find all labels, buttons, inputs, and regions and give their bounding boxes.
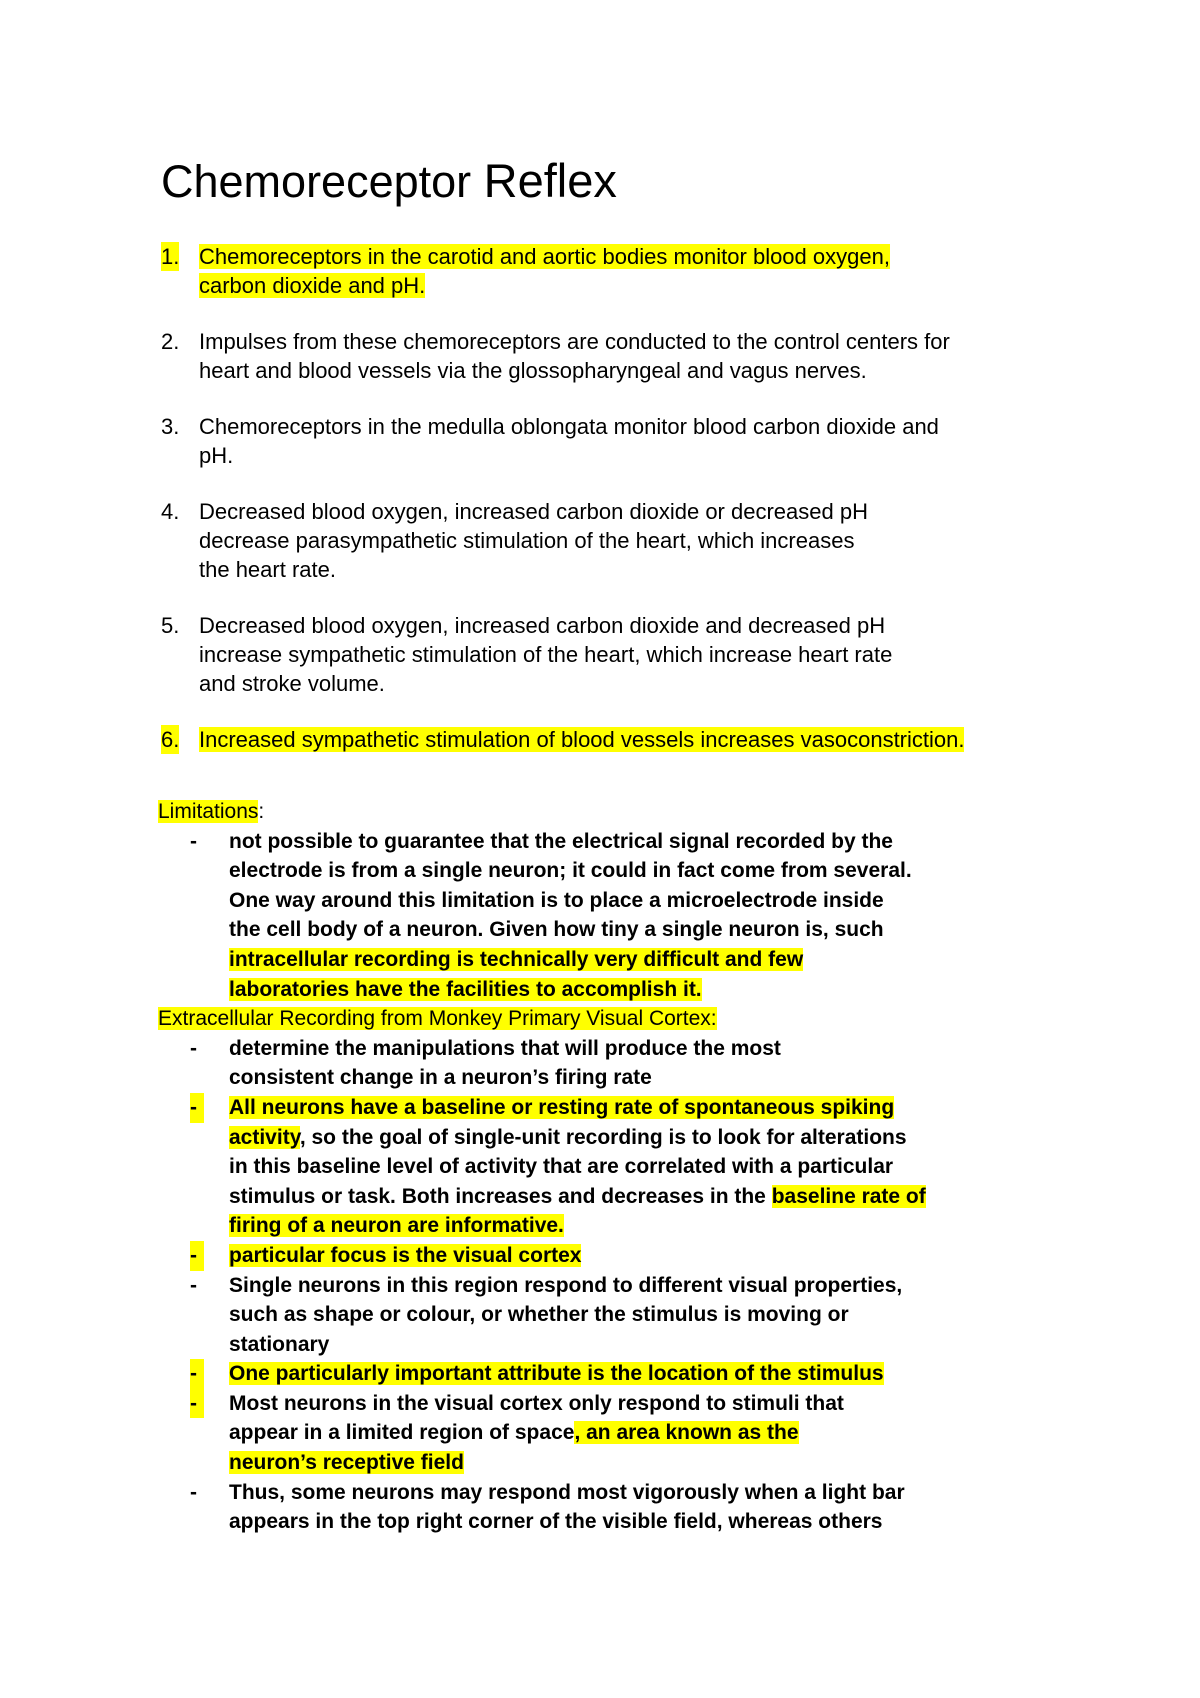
bullet-line — [229, 827, 1078, 857]
list-item-text: and stroke volume. — [199, 671, 385, 696]
page-title — [161, 152, 617, 211]
bullet-text: resting rate — [538, 1095, 653, 1119]
bullet-text: the cell body of a neuron. Given how tiny a single neuron is, such — [229, 918, 884, 942]
bullet-line — [229, 945, 1078, 975]
list-item-text: Decreased blood oxygen, increased carbon dioxide and decreased pH — [199, 613, 886, 638]
bullet-line — [229, 1359, 1078, 1389]
bullet-text: consistent change in a neuron’s firing rate — [229, 1066, 652, 1090]
list-item-line — [199, 611, 1121, 640]
list-item-text: Impulses from these chemoreceptors are conducted to the control centers for — [199, 329, 950, 354]
bullet-item — [158, 1389, 1078, 1478]
bullet-text: appear in a limited region of space — [229, 1421, 575, 1445]
bullet-line — [229, 1507, 1078, 1537]
numbered-list — [161, 242, 1121, 781]
list-item-line — [199, 327, 1121, 356]
extracellular-heading — [158, 1004, 1078, 1034]
title-word-2: Reflex — [483, 154, 617, 207]
bullet-text: determine the manipulations that will produce the most — [229, 1036, 781, 1060]
list-item-text: the heart rate. — [199, 557, 336, 582]
list-item-line — [199, 669, 1121, 698]
bullet-text: One way around this limitation is to place a microelectrode inside — [229, 888, 884, 912]
list-item-text: carbon dioxide and pH. — [199, 273, 426, 298]
list-item — [161, 412, 1121, 470]
title-word-1: Chemoreceptor — [161, 156, 472, 207]
bullet-dash: - — [190, 1093, 204, 1123]
bullet-item — [158, 1093, 1078, 1241]
list-item-number: 3. — [161, 414, 180, 439]
bullet-line — [229, 1418, 1078, 1448]
list-item-text: Decreased blood oxygen, increased carbon dioxide or decreased pH — [199, 499, 868, 524]
limitations-heading-suffix: : — [258, 800, 265, 823]
bullet-dash: - — [190, 1036, 197, 1060]
list-item-text: Chemoreceptors in the medulla oblongata monitor blood carbon dioxide and — [199, 414, 939, 439]
list-item — [161, 611, 1121, 698]
bullet-item — [158, 1241, 1078, 1271]
bullet-line — [229, 975, 1078, 1005]
bullet-text: electrode is from a single neuron; it could in fact come from several. — [229, 859, 912, 883]
bullet-text: in this baseline level of activity that are correlated with a particular — [229, 1155, 894, 1179]
bullet-line — [229, 1063, 1078, 1093]
bullet-dash: - — [190, 1359, 204, 1389]
bullet-text: Thus, some neurons may respond most vigorously when a light bar — [229, 1480, 905, 1504]
bullet-line — [229, 1448, 1078, 1478]
bullet-dash: - — [190, 1241, 204, 1271]
limitations-heading-text: Limitations — [158, 800, 259, 823]
list-item-line — [199, 555, 1121, 584]
bullet-text: All neurons have a baseline or — [229, 1095, 539, 1119]
bullet-text: particular focus is the — [229, 1243, 454, 1267]
list-item-number: 2. — [161, 329, 180, 354]
bullet-text: appears in the top right corner of the visible field, whereas others — [229, 1510, 883, 1534]
bullet-text: One particularly important attribute is the — [229, 1362, 648, 1386]
bullet-text: not possible to guarantee that the electrical signal recorded by the — [229, 829, 893, 853]
list-item-line — [199, 441, 1121, 470]
bullet-line — [229, 1123, 1078, 1153]
bullet-text: stationary — [229, 1332, 330, 1356]
bullet-item — [158, 1478, 1078, 1537]
list-item-text: Increased sympathetic stimulation of blood vessels increases vasoconstriction. — [199, 727, 965, 752]
bullet-text: , so the goal of single-unit recording is to look for alterations — [299, 1125, 907, 1149]
list-item-line — [199, 412, 1121, 441]
bullet-text: , an area known as the — [574, 1421, 799, 1445]
list-item — [161, 497, 1121, 584]
bullet-line — [229, 1271, 1078, 1301]
bullet-text: location — [647, 1362, 729, 1386]
bullet-text: baseline rate of — [771, 1184, 926, 1208]
list-item-line — [199, 356, 1121, 385]
bullet-text: firing of a neuron are informative. — [229, 1214, 564, 1238]
bullet-line — [229, 1182, 1078, 1212]
bullet-text: receptive field — [322, 1451, 464, 1475]
list-item-line — [199, 526, 1121, 555]
bullet-text: activity — [229, 1125, 300, 1149]
bullet-text: neuron’s — [229, 1451, 323, 1475]
limitations-heading — [158, 797, 1078, 827]
bullet-text: Most neurons in the visual cortex only respond to stimuli that — [229, 1391, 844, 1415]
bullet-dash: - — [190, 1389, 204, 1419]
list-item-text: Chemoreceptors in the carotid and aortic bodies monitor blood oxygen, — [199, 244, 890, 269]
list-item-text: decrease parasympathetic stimulation of the heart, which increases — [199, 528, 855, 553]
list-item-line — [199, 271, 1121, 300]
bullet-line — [229, 856, 1078, 886]
bullet-line — [229, 915, 1078, 945]
bullet-dash: - — [190, 1480, 197, 1504]
bullet-text: Single neurons in this region respond to different visual properties, — [229, 1273, 903, 1297]
list-item-line — [199, 242, 1121, 271]
list-item-text: increase sympathetic stimulation of the heart, which increase heart rate — [199, 642, 893, 667]
list-item — [161, 242, 1121, 300]
bullet-item — [158, 1271, 1078, 1360]
bullet-text: visual cortex — [453, 1243, 582, 1267]
list-item-number: 1. — [161, 244, 180, 269]
bullet-dash: - — [190, 1273, 197, 1297]
bullet-text: of the stimulus — [728, 1362, 884, 1386]
bullet-dash: - — [190, 829, 197, 853]
bullet-line — [229, 1211, 1078, 1241]
bullet-line — [229, 1034, 1078, 1064]
list-item — [161, 725, 1121, 754]
list-item — [161, 327, 1121, 385]
list-item-number: 6. — [161, 727, 180, 752]
list-item-text: heart and blood vessels via the glossopharyngeal and vagus nerves. — [199, 358, 867, 383]
list-item-line — [199, 725, 1121, 754]
bullet-text: such as shape or colour, or whether the stimulus is moving or — [229, 1303, 849, 1327]
bullet-line — [229, 1152, 1078, 1182]
bullet-text: laboratories have the facilities to accomplish it. — [229, 977, 702, 1001]
bullet-text: of spontaneous spiking — [652, 1095, 895, 1119]
bullet-line — [229, 1478, 1078, 1508]
bullet-item — [158, 1359, 1078, 1389]
bullet-line — [229, 1241, 1078, 1271]
bullet-text: is technically very difficult and few — [450, 947, 804, 971]
list-item-number: 5. — [161, 613, 180, 638]
extracellular-bullets — [158, 1034, 1078, 1537]
extracellular-heading-text: Extracellular Recording from Monkey Primary Visual Cortex: — [158, 1007, 717, 1031]
list-item-line — [199, 497, 1121, 526]
notes-section — [158, 797, 1078, 1537]
bullet-line — [229, 1093, 1078, 1123]
bullet-line — [229, 1330, 1078, 1360]
bullet-text: intracellular recording — [229, 947, 451, 971]
bullet-line — [229, 1389, 1078, 1419]
bullet-line — [229, 886, 1078, 916]
limitations-bullet — [158, 827, 1078, 1005]
list-item-number: 4. — [161, 499, 180, 524]
bullet-text: stimulus or task. Both increases and decreases in the — [229, 1184, 772, 1208]
bullet-item — [158, 1034, 1078, 1093]
list-item-text: pH. — [199, 443, 234, 468]
list-item-line — [199, 640, 1121, 669]
bullet-line — [229, 1300, 1078, 1330]
